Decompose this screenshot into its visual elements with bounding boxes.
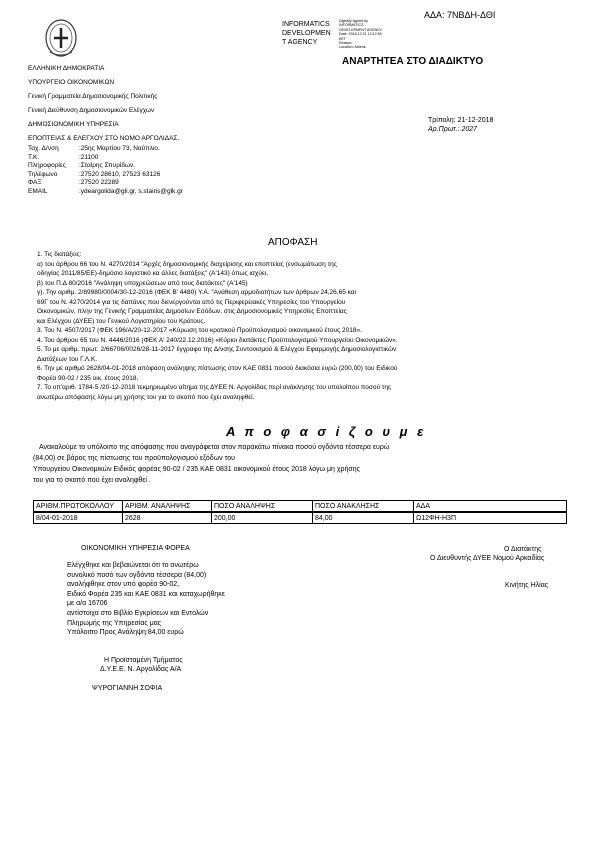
header-line: ΔΗΜΟΣΙΟΝΟΜΙΚΗ ΥΠΗΡΕΣΙΑ — [28, 121, 119, 128]
table-cell: 2628 — [123, 512, 212, 524]
body-line: 6. Την με αριθμό 2628/04-01-2018 απόφαση ανάληψης πίστωσης στον ΚΑΕ 0831 ποσού διακόσια ευρώ (200,00) του Ειδικού — [37, 365, 398, 372]
body-line: 5. Το με αριθμ. πρωτ. 2/66706/0026/28-11-2017 έγγραφο της Δ/νσης Συντονισμού & Ελέγχου Εφαρμογής Δημοσιολογιστικών — [37, 346, 397, 353]
table-header: ΑΔΑ — [414, 501, 567, 513]
info-dev-line: DEVELOPMEN — [282, 30, 331, 37]
decision-line: Υπουργείου Οικονομικών Ειδικός φορέας 90-02 / 235 ΚΑΕ 0831 οικονομικού έτους 2018 λόγω μη χρήσης — [33, 466, 360, 473]
body-line: 7. Το υπ'αριθ. 1784-5 /20-12-2018 τεκμηριωμένο αίτημα της ΔΥΕΕ Ν. Αργολίδας περί ανάκλησης του υπολοίπου ποσού της — [37, 384, 392, 391]
body-line: ανωτέρω απόφασης λόγω μη χρήσης του για το σκοπό που έχει αναληφθεί. — [37, 393, 255, 401]
decision-heading: Α π ο φ α σ ί ζ ο υ μ ε — [226, 424, 427, 439]
header-line: ΥΠΟΥΡΓΕΙΟ ΟΙΚΟΝΟΜΙΚΩΝ — [28, 79, 115, 86]
certification-line: Ελέγχθηκε και βεβαιώνεται ότι το ανωτέρω — [67, 562, 199, 569]
certification-line: Ειδικό Φορέα 235 και ΚΑΕ 0831 και καταχωρήθηκε — [67, 590, 225, 598]
table-header: ΑΡΙΘΜ. ΑΝΑΛΗΨΗΣ — [123, 501, 212, 513]
authorizer-name: Κινήτης Ηλίας — [505, 582, 549, 589]
body-line: γ). Την αριθμ. 2/89980/0004/30-12-2016 (ΦΕΚ Β' 4480) Υ.Α. "Ανάθεση αρμοδιοτήτων των άρθρων 24,26,65 και — [37, 289, 357, 296]
info-dev-logo — [282, 20, 331, 47]
protocol-line: Αρ.Πρωτ.: 2027 — [428, 126, 478, 133]
decision-line: Ανακαλούμε το υπόλοιπο της απόφασης που αναγράφεται στον παρακάτω πίνακα ποσού ογδόντα τέσσερα ευρώ — [39, 444, 390, 451]
body-line: 4. Του άρθρου 65 του Ν. 4446/2016 (ΦΕΚ Α' 240/22.12.2016) «Κύριοι διατάκτες Προϋπολογισμού Υπουργείου Οικονομικών». — [37, 336, 398, 344]
header-line: Γενική Γραμματεία Δημοσιονομικής Πολιτικής — [28, 93, 158, 100]
document-title: ΑΠΟΦΑΣΗ — [268, 237, 318, 248]
certification-line: συνολικό ποσό των ογδόντα τέσσερα (84,00) — [67, 571, 207, 579]
certification-text — [67, 561, 225, 638]
greek-emblem-icon — [44, 18, 78, 58]
signer-name: ΨΥΡΟΓΙΑΝΝΗ ΣΟΦΙΑ — [92, 685, 163, 692]
recall-table — [33, 500, 567, 524]
body-line: 1. Τις διατάξεις: — [37, 251, 82, 258]
certification-line: αναλήφθηκε στον υπό φορέα 90-02, — [67, 581, 180, 589]
header-line: Γενική Διεύθυνση Δημοσιονομικών Ελέγχων — [28, 107, 155, 114]
authorizer-title: Ο Διατάκτης — [504, 546, 542, 553]
body-line: Φορέα 90-02 / 235 οικ. έτους 2018. — [37, 374, 139, 382]
header-line: ΕΛΛΗΝΙΚΗ ΔΗΜΟΚΡΑΤΙΑ — [28, 65, 105, 72]
table-header: ΠΟΣΟ ΑΝΑΚΛΗΣΗΣ — [313, 501, 414, 513]
left-block-heading: ΟΙΚΟΝΟΜΙΚΗ ΥΠΗΡΕΣΙΑ ΦΟΡΕΑ — [81, 545, 190, 552]
info-dev-line: T AGENCY — [282, 39, 318, 46]
contact-labels: Ταχ. Δ/νση Τ.Κ. Πληροφορίες Τηλέφωνο ΦΑΞ EMAIL — [28, 145, 66, 195]
contact-values: :25ης Μαρτίου 73, Ναύπλιο. :21100 :Σταίρης Σπυρίδων. :27520 28610, 27523 63126 :27520 22289 :ydeargolida@gli.gr, s.stairis@glk.gr — [79, 145, 183, 195]
certification-line: με α/α 16706 — [67, 600, 108, 608]
decision-text — [33, 442, 389, 486]
certification-line: Πληρωμής της Υπηρεσίας μας — [67, 619, 162, 627]
signer-unit: Δ.Υ.Ε.Ε. Ν. Αργολίδας Α/Α — [100, 666, 182, 673]
anartitea-label: ΑΝΑΡΤΗΤΕΑ ΣΤΟ ΔΙΑΔΙΚΤΥΟ — [342, 56, 484, 67]
body-line: Οικονομικών, πλην της Γενικής Γραμματείας Δημοσίων Εσόδων, στις Δημοσιονομικές Υπηρεσίες Εποπτείας — [37, 308, 347, 315]
digital-signature: Digitally signed by INFORMATICS DEVELOPMENT AGENCY Date: 2018.12.21 13:12:59 EET Reason: Location: Athens — [339, 19, 383, 50]
table-header: ΠΟΣΟ ΑΝΑΛΗΨΗΣ — [212, 501, 313, 513]
table-cell: Ω12ΦΗ-Η3Π — [414, 512, 567, 524]
table-header: ΑΡΙΘΜ.ΠΡΩΤΟΚΟΛΛΟΥ — [34, 501, 123, 513]
body-line: α) του άρθρου 66 του Ν. 4270/2014 "Αρχές δημοσιονομικής διαχείρισης και εποπτείας (ενσωμάτωση της — [37, 260, 337, 268]
legal-basis — [37, 250, 398, 402]
body-line: και Ελέγχου (ΔΥΕΕ) του Γενικού Λογιστηρίου του Κράτους. — [37, 317, 206, 325]
body-line: Διατάξεων του Γ.Λ.Κ. — [37, 355, 98, 363]
authorizer-role: Ο Διευθυντής ΔΥΕΕ Νομού Αρκαδίας — [430, 555, 545, 562]
table-cell: 84,00 — [313, 512, 414, 524]
table-cell: 8/04-01-2018 — [34, 512, 123, 524]
header-line: ΕΠΟΠΤΕΙΑΣ & ΕΛΕΓΧΟΥ ΣΤΟ ΝΟΜΟ ΑΡΓΟΛΙΔΑΣ. — [28, 135, 180, 142]
decision-line: του για το σκοπό που έχει αναληφθεί . — [33, 477, 151, 484]
certification-line: Υπόλοιπο Προς Ανάληψη:84,00 ευρώ — [67, 629, 184, 637]
date-line: Τρίπολη: 21-12-2018 — [428, 117, 494, 124]
body-line: οδηγίας 2011/85/ΕΕ)-δημόσιο λογιστικό κα άλλες διατάξεις" (Α'143) όπως ισχύει, — [37, 270, 269, 277]
ada-top: ΑΔΑ: 7ΝΒΔΗ-ΔΘΙ — [424, 10, 496, 20]
decision-line: (84,00) σε βάρος της πίστωσης του προϋπολογισμού εξόδων του — [33, 455, 235, 462]
info-dev-line: INFORMATICS — [282, 21, 330, 28]
certification-line: αντίστοιχα στο Βιβλίο Εγκρίσεων και Εντολών — [67, 609, 209, 617]
body-line: β) του Π.Δ 80/2016 "Ανάληψη υποχρεώσεων από τους διατάκτες" (Α'145) — [37, 279, 248, 287]
table-header-row — [34, 501, 567, 513]
issuer-header — [28, 62, 179, 146]
signer-role: Η Προϊσταμένη Τμήματος — [104, 657, 183, 664]
table-row — [34, 512, 567, 524]
table-cell: 200,00 — [212, 512, 313, 524]
body-line: 3. Του Ν. 4507/2017 (ΦΕΚ 196/Α/20-12-2017 «Κύρωση του κρατικού Προϋπολογισμού οικονομικού έτους 2018». — [37, 327, 362, 334]
body-line: 69Γ του Ν. 4270/2014 για τις δαπάνες που διενεργούνται από τις Περιφερειακές Υπηρεσίες του Υπουργείου — [37, 298, 346, 306]
